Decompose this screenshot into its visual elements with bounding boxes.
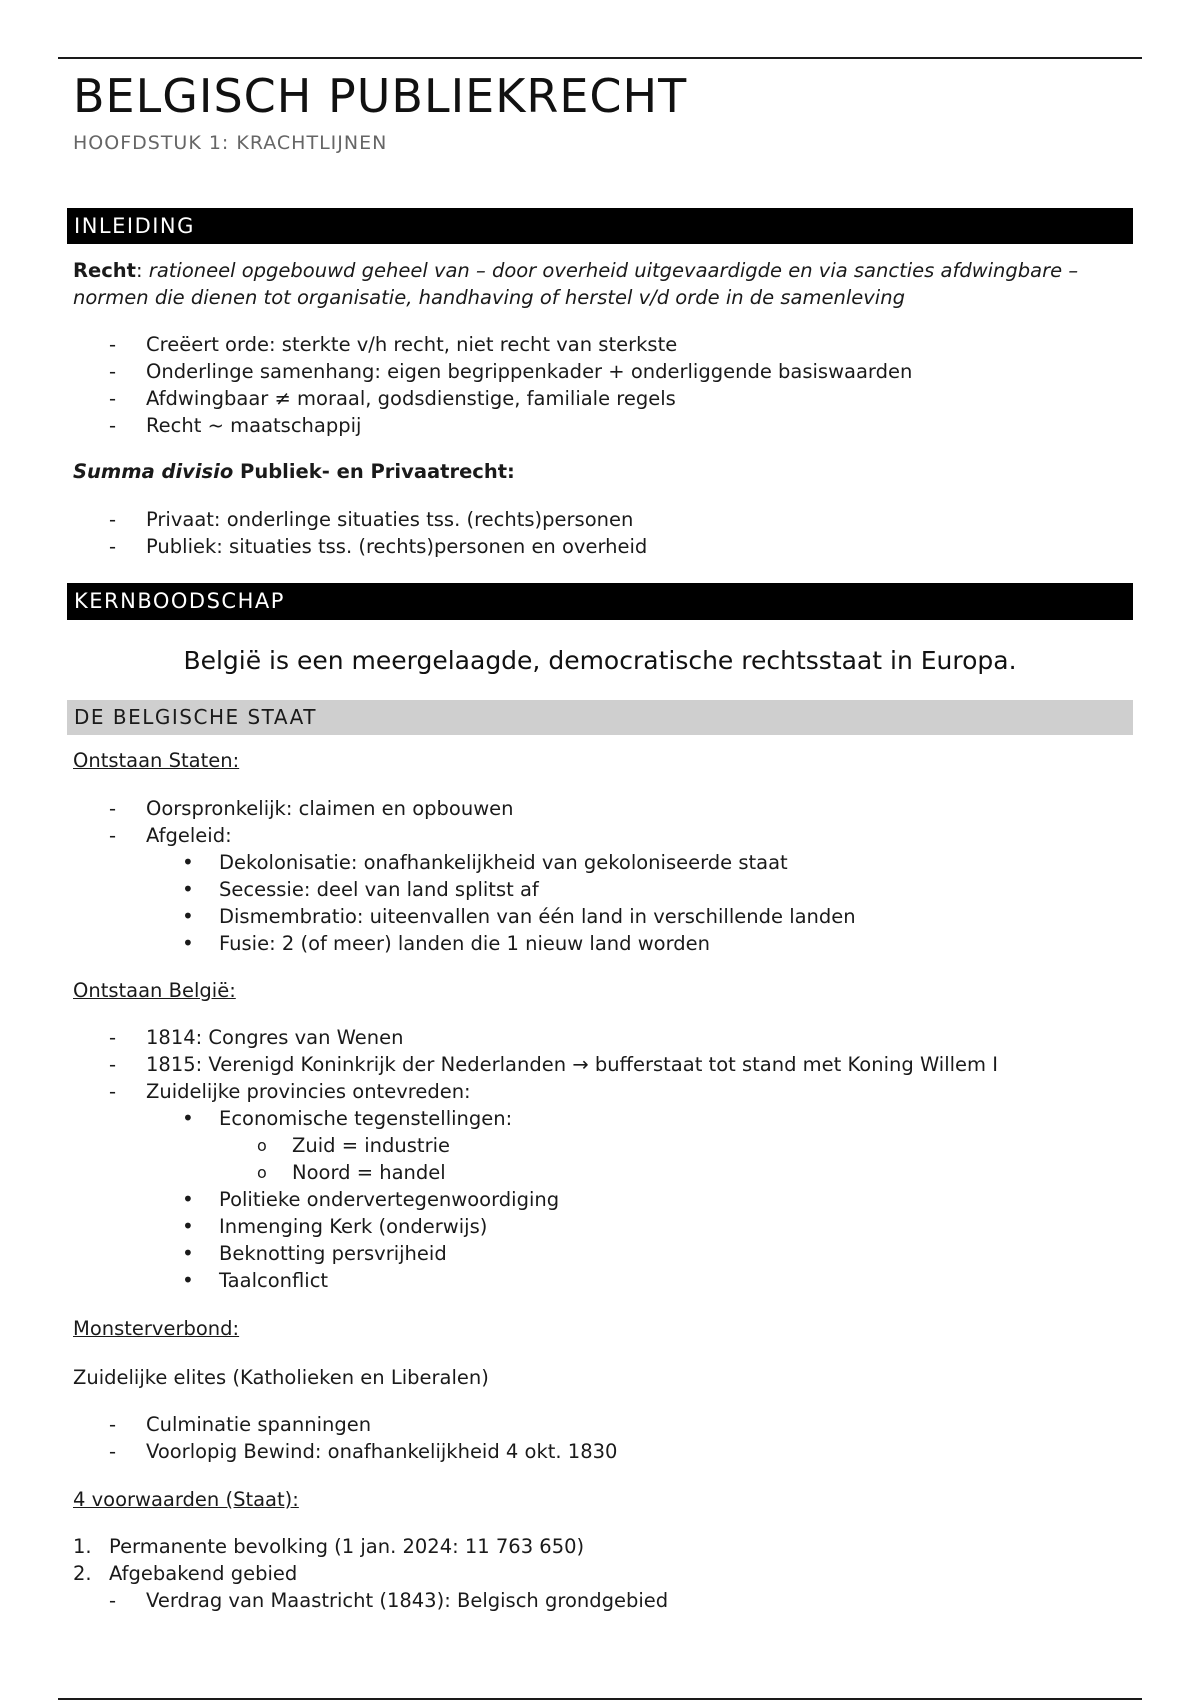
list-item: • Politieke ondervertegenwoordiging <box>146 1186 559 1213</box>
list-item: • Economische tegenstellingen: <box>146 1105 512 1132</box>
definition-separator: : <box>136 259 149 282</box>
section-heading-kernboodschap: KERNBOODSCHAP <box>67 583 1133 620</box>
section-heading-belgische-staat: DE BELGISCHE STAAT <box>67 700 1133 735</box>
list-item: - Afgeleid: <box>73 822 514 849</box>
list-item <box>73 1560 584 1587</box>
list-item: • Beknotting persvrijheid <box>146 1240 559 1267</box>
econ-sublist <box>219 1132 450 1186</box>
ontstaan-belgie-heading: Ontstaan België: <box>73 979 236 1002</box>
list-item: • Dekolonisatie: onafhankelijkheid van gekoloniseerde staat <box>146 849 856 876</box>
voorwaarden-list <box>73 1533 584 1587</box>
list-item: o Noord = handel <box>219 1159 450 1186</box>
definition-recht <box>73 257 1133 311</box>
top-rule <box>58 57 1142 59</box>
list-item: - 1815: Verenigd Koninkrijk der Nederlanden → bufferstaat tot stand met Koning Willem I <box>73 1051 998 1078</box>
monsterverbond-list <box>73 1411 617 1465</box>
summa-italic: Summa divisio <box>73 460 234 483</box>
definition-term: Recht <box>73 259 137 282</box>
section-heading-inleiding: INLEIDING <box>67 208 1133 244</box>
list-item: - 1814: Congres van Wenen <box>73 1024 998 1051</box>
summa-rest: Publiek- en Privaatrecht: <box>233 460 515 483</box>
list-item: - Publiek: situaties tss. (rechts)personen en overheid <box>73 533 647 560</box>
voorwaarden-sublist <box>73 1587 668 1614</box>
list-item-text: Afgebakend gebied <box>109 1562 298 1585</box>
summa-points-list <box>73 506 647 560</box>
list-item: - Voorlopig Bewind: onafhankelijkheid 4 okt. 1830 <box>73 1438 617 1465</box>
list-item: • Fusie: 2 (of meer) landen die 1 nieuw land worden <box>146 930 856 957</box>
list-item-text: Permanente bevolking (1 jan. 2024: 11 763 650) <box>109 1535 585 1558</box>
list-number: 1. <box>73 1535 92 1558</box>
list-item: - Oorspronkelijk: claimen en opbouwen <box>73 795 514 822</box>
list-item: - Zuidelijke provincies ontevreden: <box>73 1078 998 1105</box>
summa-divisio-heading <box>73 458 515 485</box>
document-title: BELGISCH PUBLIEKRECHT <box>73 69 688 123</box>
ontstaan-staten-list <box>73 795 514 849</box>
definition-text: rationeel opgebouwd geheel van – door overheid uitgevaardigde en via sancties afdwingbare – normen die dienen tot organisatie, handhaving of herstel v/d orde in de samenleving <box>73 259 1079 309</box>
document-subtitle: HOOFDSTUK 1: KRACHTLIJNEN <box>73 132 388 154</box>
kernboodschap-message: België is een meergelaagde, democratische rechtsstaat in Europa. <box>183 646 1017 675</box>
voorwaarden-heading: 4 voorwaarden (Staat): <box>73 1488 299 1511</box>
list-item: • Dismembratio: uiteenvallen van één land in verschillende landen <box>146 903 856 930</box>
list-item: • Taalconflict <box>146 1267 559 1294</box>
monsterverbond-text: Zuidelijke elites (Katholieken en Liberalen) <box>73 1366 489 1389</box>
list-item: - Verdrag van Maastricht (1843): Belgisch grondgebied <box>73 1587 668 1614</box>
list-item: - Creëert orde: sterkte v/h recht, niet recht van sterkste <box>73 331 912 358</box>
list-number: 2. <box>73 1562 92 1585</box>
ontstaan-belgie-list <box>73 1024 998 1105</box>
list-item: - Privaat: onderlinge situaties tss. (rechts)personen <box>73 506 647 533</box>
econ-heading-list <box>146 1105 512 1132</box>
afgeleid-sublist <box>146 849 856 957</box>
ontevreden-sublist <box>146 1186 559 1294</box>
ontstaan-staten-heading: Ontstaan Staten: <box>73 749 240 772</box>
list-item: - Onderlinge samenhang: eigen begrippenkader + onderliggende basiswaarden <box>73 358 912 385</box>
list-item: • Inmenging Kerk (onderwijs) <box>146 1213 559 1240</box>
recht-points-list <box>73 331 912 439</box>
list-item: - Culminatie spanningen <box>73 1411 617 1438</box>
list-item: o Zuid = industrie <box>219 1132 450 1159</box>
list-item: - Recht ~ maatschappij <box>73 412 912 439</box>
monsterverbond-heading: Monsterverbond: <box>73 1317 240 1340</box>
list-item: - Afdwingbaar ≠ moraal, godsdienstige, familiale regels <box>73 385 912 412</box>
list-item: • Secessie: deel van land splitst af <box>146 876 856 903</box>
list-item <box>73 1533 584 1560</box>
